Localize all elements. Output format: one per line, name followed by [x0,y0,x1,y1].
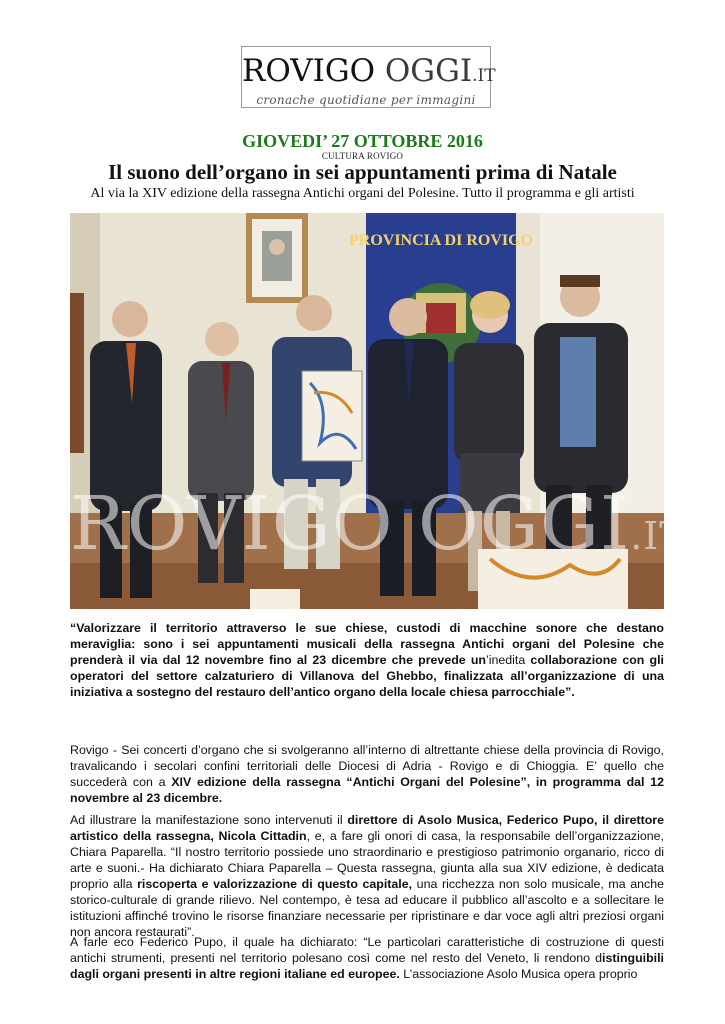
article-title: Il suono dell’organo in sei appuntamenti prima di Natale [108,160,617,184]
site-logo[interactable] [241,46,496,108]
article-paragraph-1: Rovigo - Sei concerti d’organo che si svolgeranno all’interno di altrettante chiese della provincia di Rovigo, travalicando i secolari confini territoriali delle Diocesi di Adria - Rovigo e di Chioggia. E’ quello che succederà con a XIV edizione della rassegna “Antichi Organi del Polesine”, in programma dal 12 novembre al 23 dicembre. [70,743,664,805]
article-date: GIOVEDI’ 27 OTTOBRE 2016 [242,131,483,151]
logo-word-rovigo: ROVIGO [242,53,376,89]
logo-word-oggi: OGGI [384,53,473,89]
logo-wordmark [242,53,496,93]
photo-watermark: ROVIGO OGGI.IT [70,481,686,567]
article-photo [70,213,686,609]
article-paragraph-3: A farle eco Federico Pupo, il quale ha dichiarato: “Le particolari caratteristiche di costruzione di questi antichi strumenti, presenti nel territorio polesano così come nel resto del Veneto, li rendono distinguibili dagli organi presenti in altre regioni italiane ed europee. L’associazione Asolo Musica opera proprio [70,935,664,981]
article-lead: “Valorizzare il territorio attraverso le sue chiese, custodi di macchine sonore che destano meraviglia: sono i sei appuntamenti musicali della rassegna Antichi organi del Polesine che prenderà il via dal 12 novembre fino al 23 dicembre che prevede un’inedita collaborazione con gli operatori del settore calzaturiero di Villanova del Ghebbo, finalizzata all’organizzazione di una iniziativa a sostegno del restauro dell’antico organo della locale chiesa parrocchiale”. [70,621,664,699]
article-paragraph-2: Ad illustrare la manifestazione sono intervenuti il direttore di Asolo Musica, Federico Pupo, il direttore artistico della rassegna, Nicola Cittadin, e, a fare gli onori di casa, la responsabile dell’organizzazione, Chiara Paparella. “Il nostro territorio possiede uno straordinario e prestigioso patrimonio organario, ricco di arte e suoni.- Ha dichiarato Chiara Paparella – Questa rassegna, giunta alla sua XIV edizione, è dedicata proprio alla riscoperta e valorizzazione di questo capitale, una ricchezza non solo musicale, ma anche storico-culturale di grande rilievo. Nel contempo, è tesa ad educare il pubblico all’ascolto e a sollecitare le istituzioni affinché trovino le risorse finanziare necessarie per ripristinare e dar voce agli altri preziosi organi non ancora restaurati”. [70,813,664,939]
banner-text: PROVINCIA DI ROVIGO [348,232,534,249]
article-section[interactable]: CULTURA ROVIGO [321,151,404,161]
article-subtitle: Al via la XIV edizione della rassegna Antichi organi del Polesine. Tutto il programma e gli artisti [90,186,635,201]
logo-tld: .IT [472,66,496,86]
logo-tagline: cronache quotidiane per immagini [256,93,476,107]
